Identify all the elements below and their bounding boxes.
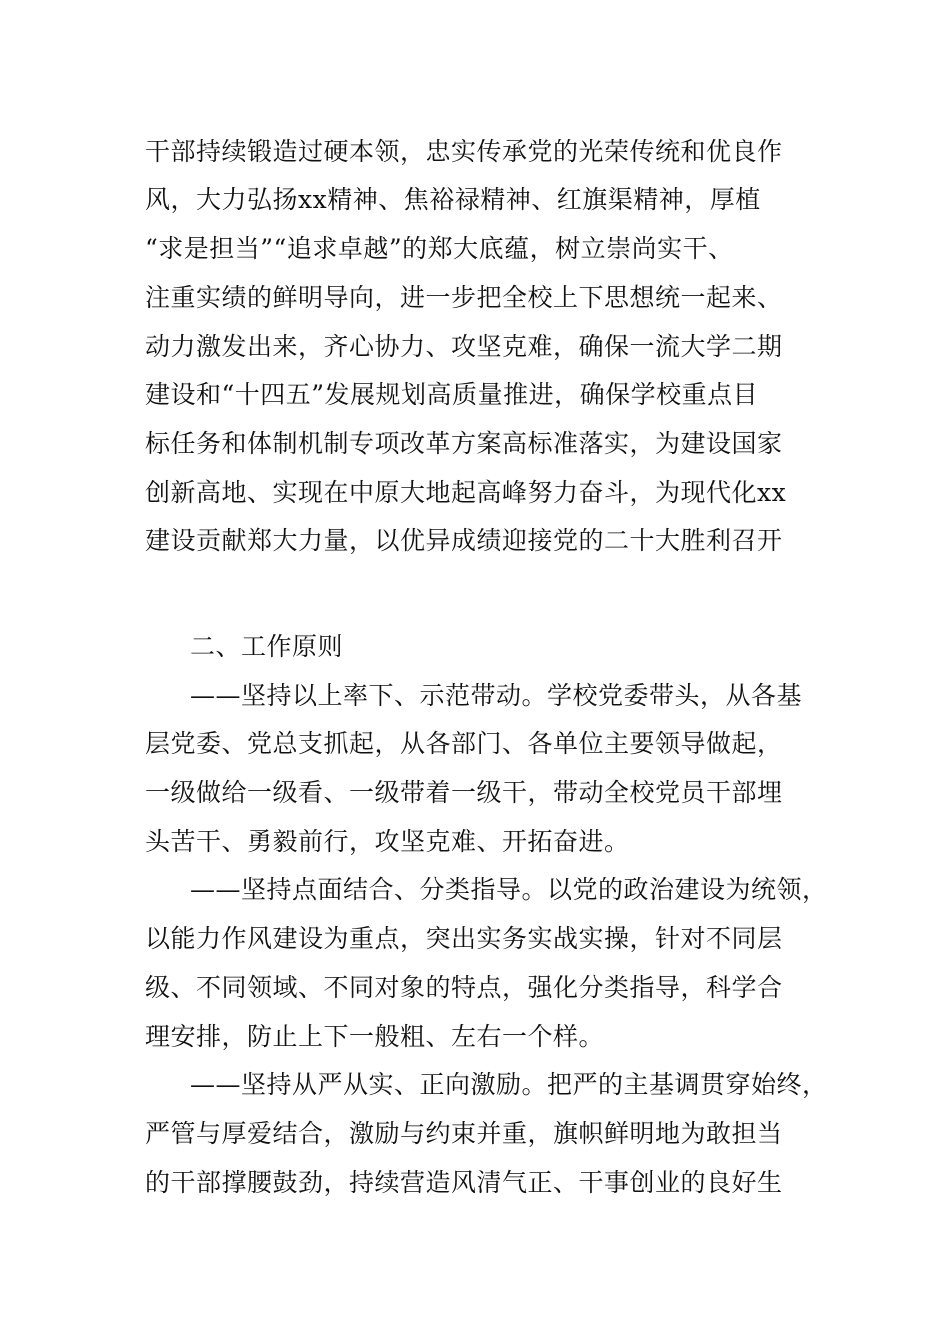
text-line: 干部持续锻造过硬本领，忠实传承党的光荣传统和优良作 — [145, 137, 783, 166]
text-line: ——坚持从严从实、正向激励。把严的主基调贯穿始终， — [190, 1070, 828, 1099]
text-line: 级、不同领域、不同对象的特点，强化分类指导，科学合 — [145, 973, 783, 1002]
text-line: 建设贡献郑大力量，以优异成绩迎接党的二十大胜利召开 — [145, 526, 783, 555]
text-line: 注重实绩的鲜明导向，进一步把全校上下思想统一起来、 — [145, 283, 783, 312]
text-line: 的干部撑腰鼓劲，持续营造风清气正、干事创业的良好生 — [145, 1168, 783, 1197]
text-line: 建设和“十四五”发展规划高质量推进，确保学校重点目 — [145, 380, 759, 409]
text-line: “求是担当”“追求卓越”的郑大底蕴，树立崇尚实干、 — [145, 234, 734, 263]
text-line: 严管与厚爱结合，激励与约束并重，旗帜鲜明地为敢担当 — [145, 1119, 783, 1148]
text-line: ——坚持点面结合、分类指导。以党的政治建设为统领， — [190, 875, 828, 904]
text-line: 层党委、党总支抓起，从各部门、各单位主要领导做起， — [145, 729, 783, 758]
section-heading: 二、工作原则 — [190, 632, 344, 661]
text-line: ——坚持以上率下、示范带动。学校党委带头，从各基 — [190, 681, 803, 710]
text-line: 头苦干、勇毅前行，攻坚克难、开拓奋进。 — [145, 827, 630, 856]
text-line: 风，大力弘扬xx精神、焦裕禄精神、红旗渠精神，厚植 — [145, 185, 761, 214]
text-line: 标任务和体制机制专项改革方案高标准落实，为建设国家 — [145, 429, 783, 458]
text-line: 一级做给一级看、一级带着一级干，带动全校党员干部埋 — [145, 778, 783, 807]
text-line: 创新高地、实现在中原大地起高峰努力奋斗，为现代化xx — [145, 478, 787, 507]
text-line: 理安排，防止上下一般粗、左右一个样。 — [145, 1022, 605, 1051]
text-line: 以能力作风建设为重点，突出实务实战实操，针对不同层 — [145, 924, 783, 953]
text-line: 动力激发出来，齐心协力、攻坚克难，确保一流大学二期 — [145, 332, 783, 361]
